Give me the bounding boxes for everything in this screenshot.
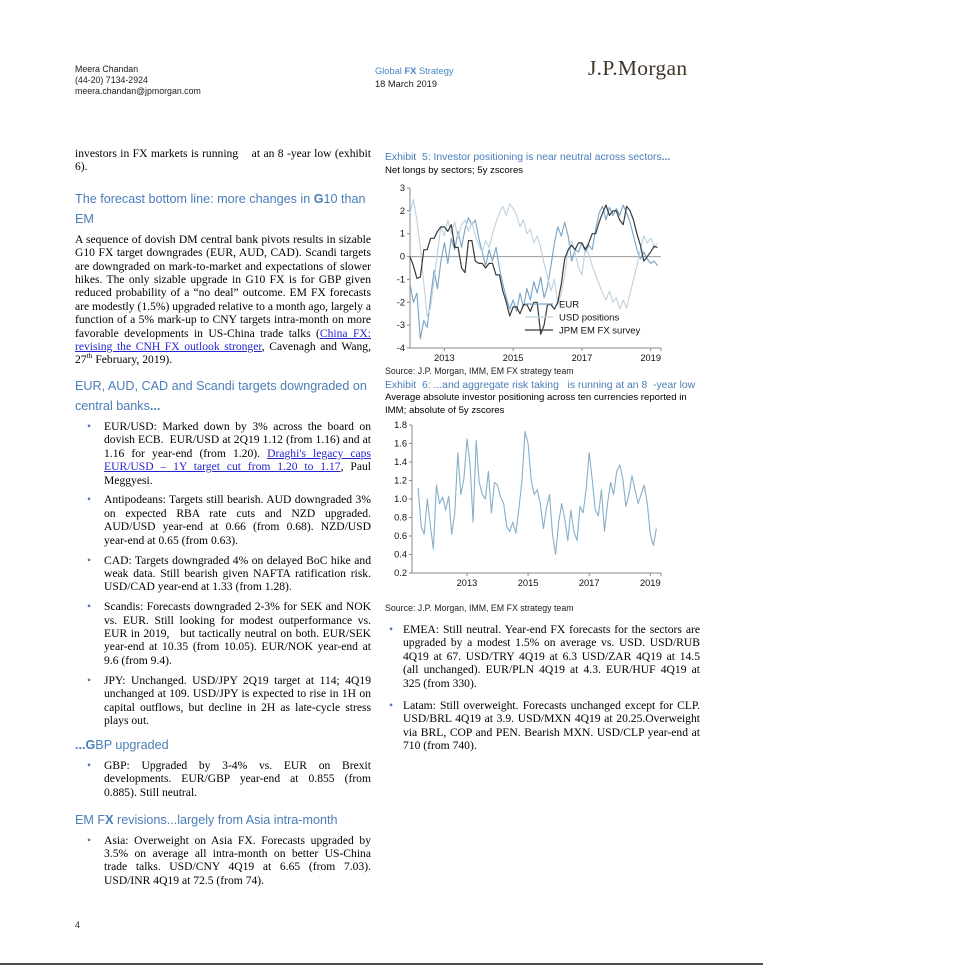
publication-title: Global FX Strategy (375, 66, 454, 76)
x-tick-label: 2017 (571, 353, 593, 363)
x-tick-label: 2013 (456, 578, 478, 588)
section-heading-em-revisions: EM FX revisions...largely from Asia intra-month (75, 813, 338, 828)
bullet-item: • Asia: Overweight on Asia FX. Forecasts upgraded by 3.5% on average all intra-month on better US-China trade talks. USD/CNY 4Q19 at 6.65 (from 7.03). USD/INR 4Q19 at 72.5 (from 74). (104, 834, 371, 888)
bullet-item: • JPY: Unchanged. USD/JPY 2Q19 target at 114; 4Q19 unchanged at 109. USD/JPY is expected to rise in 1H on capital outflows, but decline in 2H as late-cycle stress plays out. (104, 674, 371, 728)
y-tick-label: 0.6 (394, 531, 407, 541)
author-phone: (44-20) 7134-2924 (75, 75, 148, 85)
inline-link[interactable]: China FX: revising the CNH FX outlook stronger (75, 326, 371, 354)
author-name: Meera Chandan (75, 64, 139, 74)
y-tick-label: 1.4 (394, 457, 407, 467)
em-bullet-list (75, 834, 371, 888)
y-tick-label: 2 (399, 205, 405, 216)
bullet-item: • Scandis: Forecasts downgraded 2-3% for SEK and NOK vs. EUR. Still looking for modest outperformance vs. EUR in 2019, but tactically neutral on both. EUR/SEK year-end at 10.35 (from 10.05). EUR/NOK year-end at 9.6 (from 9.4). (104, 600, 371, 667)
y-tick-label: 1.6 (394, 438, 407, 449)
series-aggregate-positioning (418, 432, 656, 555)
author-email[interactable]: meera.chandan@jpmorgan.com (75, 86, 201, 96)
exhibit6-source: Source: J.P. Morgan, IMM, EM FX strategy team (385, 603, 574, 613)
legend-label: EUR (559, 299, 580, 311)
jpmorgan-logo: J.P.Morgan (588, 56, 688, 80)
legend-label: JPM EM FX survey (559, 325, 641, 337)
footer-rule (0, 963, 763, 965)
bullet-item: • GBP: Upgraded by 3-4% vs. EUR on Brexit developments. EUR/GBP year-end at 0.855 (from 0.885). Still neutral. (104, 759, 371, 799)
y-tick-label: 1.2 (394, 475, 407, 486)
y-tick-label: -4 (396, 343, 405, 353)
exhibit6-chart (385, 419, 690, 601)
inline-link[interactable]: Draghi's legacy caps EUR/USD – 1Y target cut from 1.20 to 1.17 (104, 446, 371, 474)
x-tick-label: 2015 (502, 353, 524, 363)
section-heading-g10-downgrades: EUR, AUD, CAD and Scandi targets downgraded on central banks... (75, 378, 367, 414)
y-tick-label: 1.0 (394, 494, 407, 504)
em-sector-bullet-list (385, 623, 700, 762)
x-tick-label: 2019 (639, 578, 661, 588)
intro-paragraph: investors in FX markets is running at an 8 -year low (exhibit 6). (75, 147, 371, 174)
y-tick-label: -1 (396, 274, 405, 285)
g10-bullet-list (75, 420, 371, 728)
gbp-bullet-list (75, 759, 371, 799)
section-heading-forecast-bottom-line: The forecast bottom line: more changes in G10 than EM (75, 191, 366, 227)
bullet-item: • EUR/USD: Marked down by 3% across the board on dovish ECB. EUR/USD at 2Q19 1.12 (from 1.16) and at 1.16 for year-end (from 1.20). Draghi's legacy caps EUR/USD – 1Y target cut from 1.20 to 1.17, Paul Meggyesi. (104, 420, 371, 487)
bullet-item: • CAD: Targets downgraded 4% on delayed BoC hike and weak data. Still bearish given NAFTA ratification risk. USD/CAD year-end at 1.33 (from 1.28). (104, 554, 371, 594)
x-tick-label: 2015 (517, 578, 539, 588)
y-tick-label: 0.2 (394, 568, 407, 578)
x-tick-label: 2017 (578, 578, 600, 588)
publication-date: 18 March 2019 (375, 78, 438, 89)
page-number: 4 (75, 920, 81, 930)
section-heading-gbp-upgraded: ...GBP upgraded (75, 738, 169, 753)
y-tick-label: 0.8 (394, 512, 407, 523)
exhibit5-source: Source: J.P. Morgan, IMM, EM FX strategy team (385, 366, 574, 376)
exhibit5-title: Exhibit 5: Investor positioning is near neutral across sectors... (385, 152, 671, 163)
y-tick-label: 0 (399, 251, 405, 262)
exhibit6-title: Exhibit 6: ...and aggregate risk taking is running at an 8 -year low (385, 380, 696, 391)
bullet-item: • EMEA: Still neutral. Year-end FX forecasts for the sectors are upgraded by a modest 1.5% on average vs. USD. USD/RUB 4Q19 at 67. USD/TRY 4Q19 at 6.3 USD/ZAR 4Q19 at 14.5 (all unchanged). EUR/PLN 4Q19 at 4.3. EUR/HUF 4Q19 at 325 (from 330). (403, 623, 700, 690)
publication-block (375, 65, 454, 90)
x-tick-label: 2013 (434, 353, 455, 363)
y-tick-label: 1 (399, 228, 405, 239)
legend-label: USD positions (559, 312, 620, 324)
y-tick-label: 3 (399, 183, 405, 193)
exhibit5-chart (385, 181, 690, 367)
bullet-item: • Latam: Still overweight. Forecasts unchanged except for CLP. USD/BRL 4Q19 at 3.9. USD/MXN 4Q19 at 20.25.Overweight via BRL, COP and PEN. Bearish MXN. USD/CLP year-end at 710 (from 740). (403, 699, 700, 753)
y-tick-label: -2 (396, 297, 405, 308)
author-block (75, 64, 201, 97)
y-tick-label: 1.8 (394, 420, 407, 430)
y-tick-label: -3 (396, 320, 405, 331)
exhibit5-subtitle: Net longs by sectors; 5y zscores (385, 165, 524, 176)
forecast-paragraph: A sequence of dovish DM central bank pivots results in sizable G10 FX target downgrades (EUR, AUD, CAD). Scandi targets are downgraded on mark-to-market and expectations of slower hikes. The only sizable upgrade in G10 FX is for GBP given reduced probability of a “no deal” outcome. EM FX forecasts are modestly (1.5%) upgraded relative to a month ago, largely a function of a 5% mark-up to CNY targets intra-month on more favorable developments in US-China trade talks (China FX: revising the CNH FX outlook stronger, Cavenagh and Wang, 27th February, 2019). (75, 232, 371, 367)
exhibit6-subtitle: Average absolute investor positioning across ten currencies reported in IMM; absolute of 5y zscores (385, 392, 687, 416)
x-tick-label: 2019 (640, 353, 662, 363)
bullet-item: • Antipodeans: Targets still bearish. AUD downgraded 3% on expected RBA rate cuts and NZD upgraded. AUD/USD year-end at 0.66 (from 0.68). NZD/USD year-end at 0.65 (from 0.63). (104, 493, 371, 547)
left-column (75, 147, 371, 894)
y-tick-label: 0.4 (394, 549, 407, 560)
